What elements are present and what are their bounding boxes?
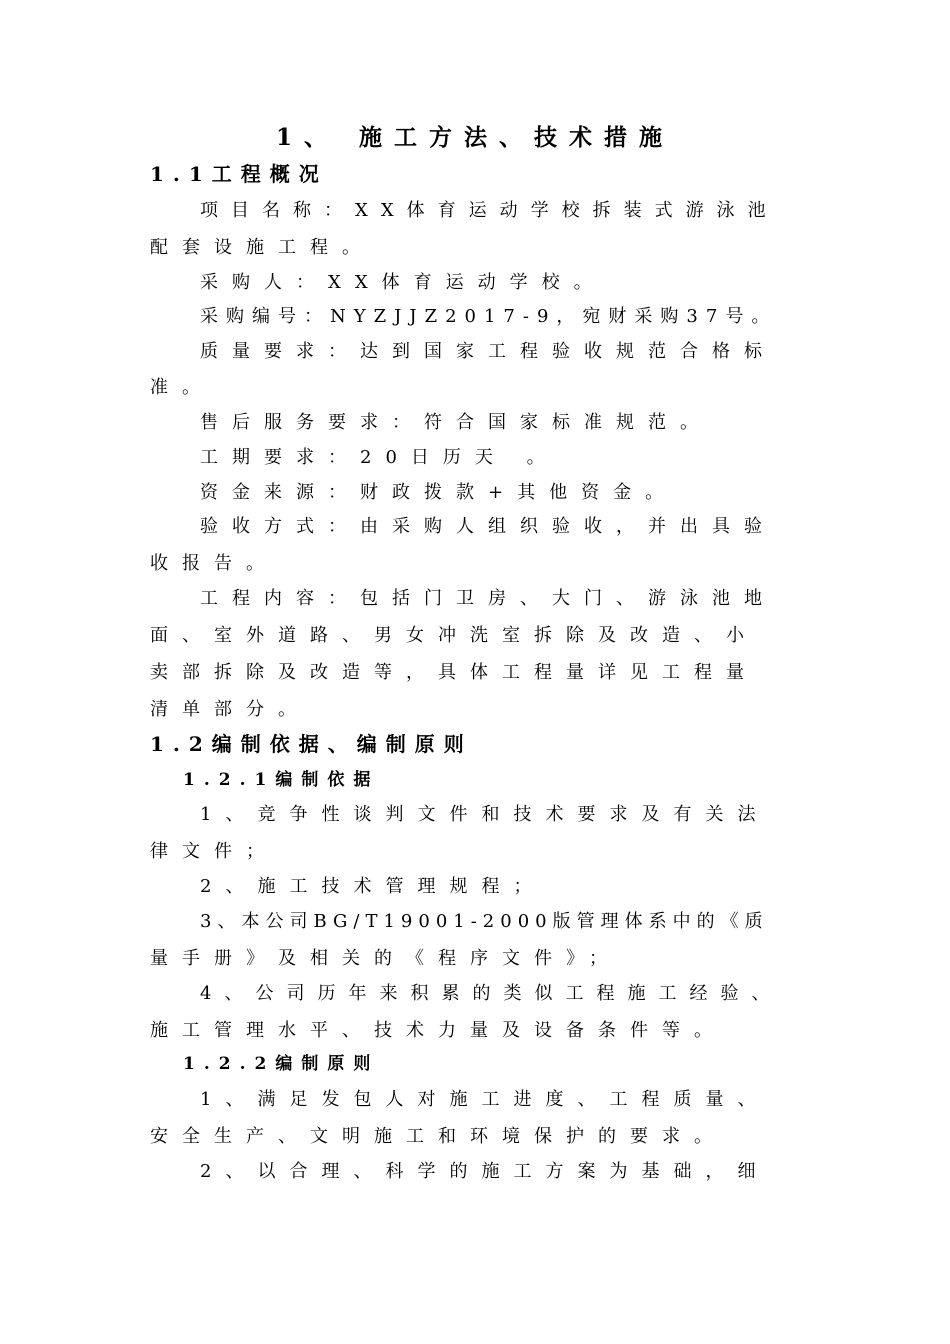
paragraph-line: 施工管理水平、技术力量及设备条件等。 bbox=[150, 1020, 726, 1041]
paragraph-line: 采购人：XX体育运动学校。 bbox=[200, 272, 606, 293]
paragraph-line: 3、本公司BG/T19001-2000版管理体系中的《质 bbox=[200, 911, 769, 932]
paragraph-line: 质量要求：达到国家工程验收规范合格标 bbox=[200, 341, 776, 362]
paragraph-line: 2、以合理、科学的施工方案为基础，细 bbox=[200, 1161, 770, 1182]
paragraph-line: 1、竞争性谈判文件和技术要求及有关法 bbox=[200, 804, 770, 825]
paragraph-line: 量手册》及相关的《程序文件》； bbox=[150, 948, 621, 969]
paragraph-line: 面、室外道路、男女冲洗室拆除及改造、小 bbox=[150, 625, 758, 646]
paragraph-line: 验收方式：由采购人组织验收，并出具验 bbox=[200, 516, 776, 537]
paragraph-line: 收报告。 bbox=[150, 553, 278, 574]
paragraph-line: 采购编号：NYZJJZ2017-9，宛财采购37号。 bbox=[200, 306, 778, 327]
subsection-heading-1-2-1: 1.2.1编制依据 bbox=[183, 770, 380, 790]
paragraph-line: 工程内容：包括门卫房、大门、游泳池地 bbox=[200, 588, 776, 609]
paragraph-line: 卖部拆除及改造等，具体工程量详见工程量 bbox=[150, 662, 758, 683]
paragraph-line: 1、满足发包人对施工进度、工程质量、 bbox=[200, 1089, 770, 1110]
paragraph-line: 律文件； bbox=[150, 841, 278, 862]
section-heading-1-1: 1.1工程概况 bbox=[150, 162, 328, 186]
paragraph-line: 4、公司历年来积累的类似工程施工经验、 bbox=[200, 983, 783, 1004]
paragraph-line: 项目名称：XX体育运动学校拆装式游泳池 bbox=[200, 200, 779, 221]
section-heading-1-2: 1.2编制依据、编制原则 bbox=[150, 732, 473, 756]
page-title: 1、 施工方法、技术措施 bbox=[275, 124, 674, 151]
paragraph-line: 准。 bbox=[150, 377, 214, 398]
paragraph-line: 工期要求：20日历天 。 bbox=[200, 447, 559, 468]
paragraph-line: 安全生产、文明施工和环境保护的要求。 bbox=[150, 1126, 726, 1147]
paragraph-line: 清单部分。 bbox=[150, 699, 310, 720]
subsection-heading-1-2-2: 1.2.2编制原则 bbox=[183, 1054, 380, 1074]
paragraph-line: 售后服务要求：符合国家标准规范。 bbox=[200, 412, 712, 433]
paragraph-line: 2、施工技术管理规程； bbox=[200, 876, 546, 897]
paragraph-line: 配套设施工程。 bbox=[150, 237, 374, 258]
paragraph-line: 资金来源：财政拨款+其他资金。 bbox=[200, 482, 678, 503]
